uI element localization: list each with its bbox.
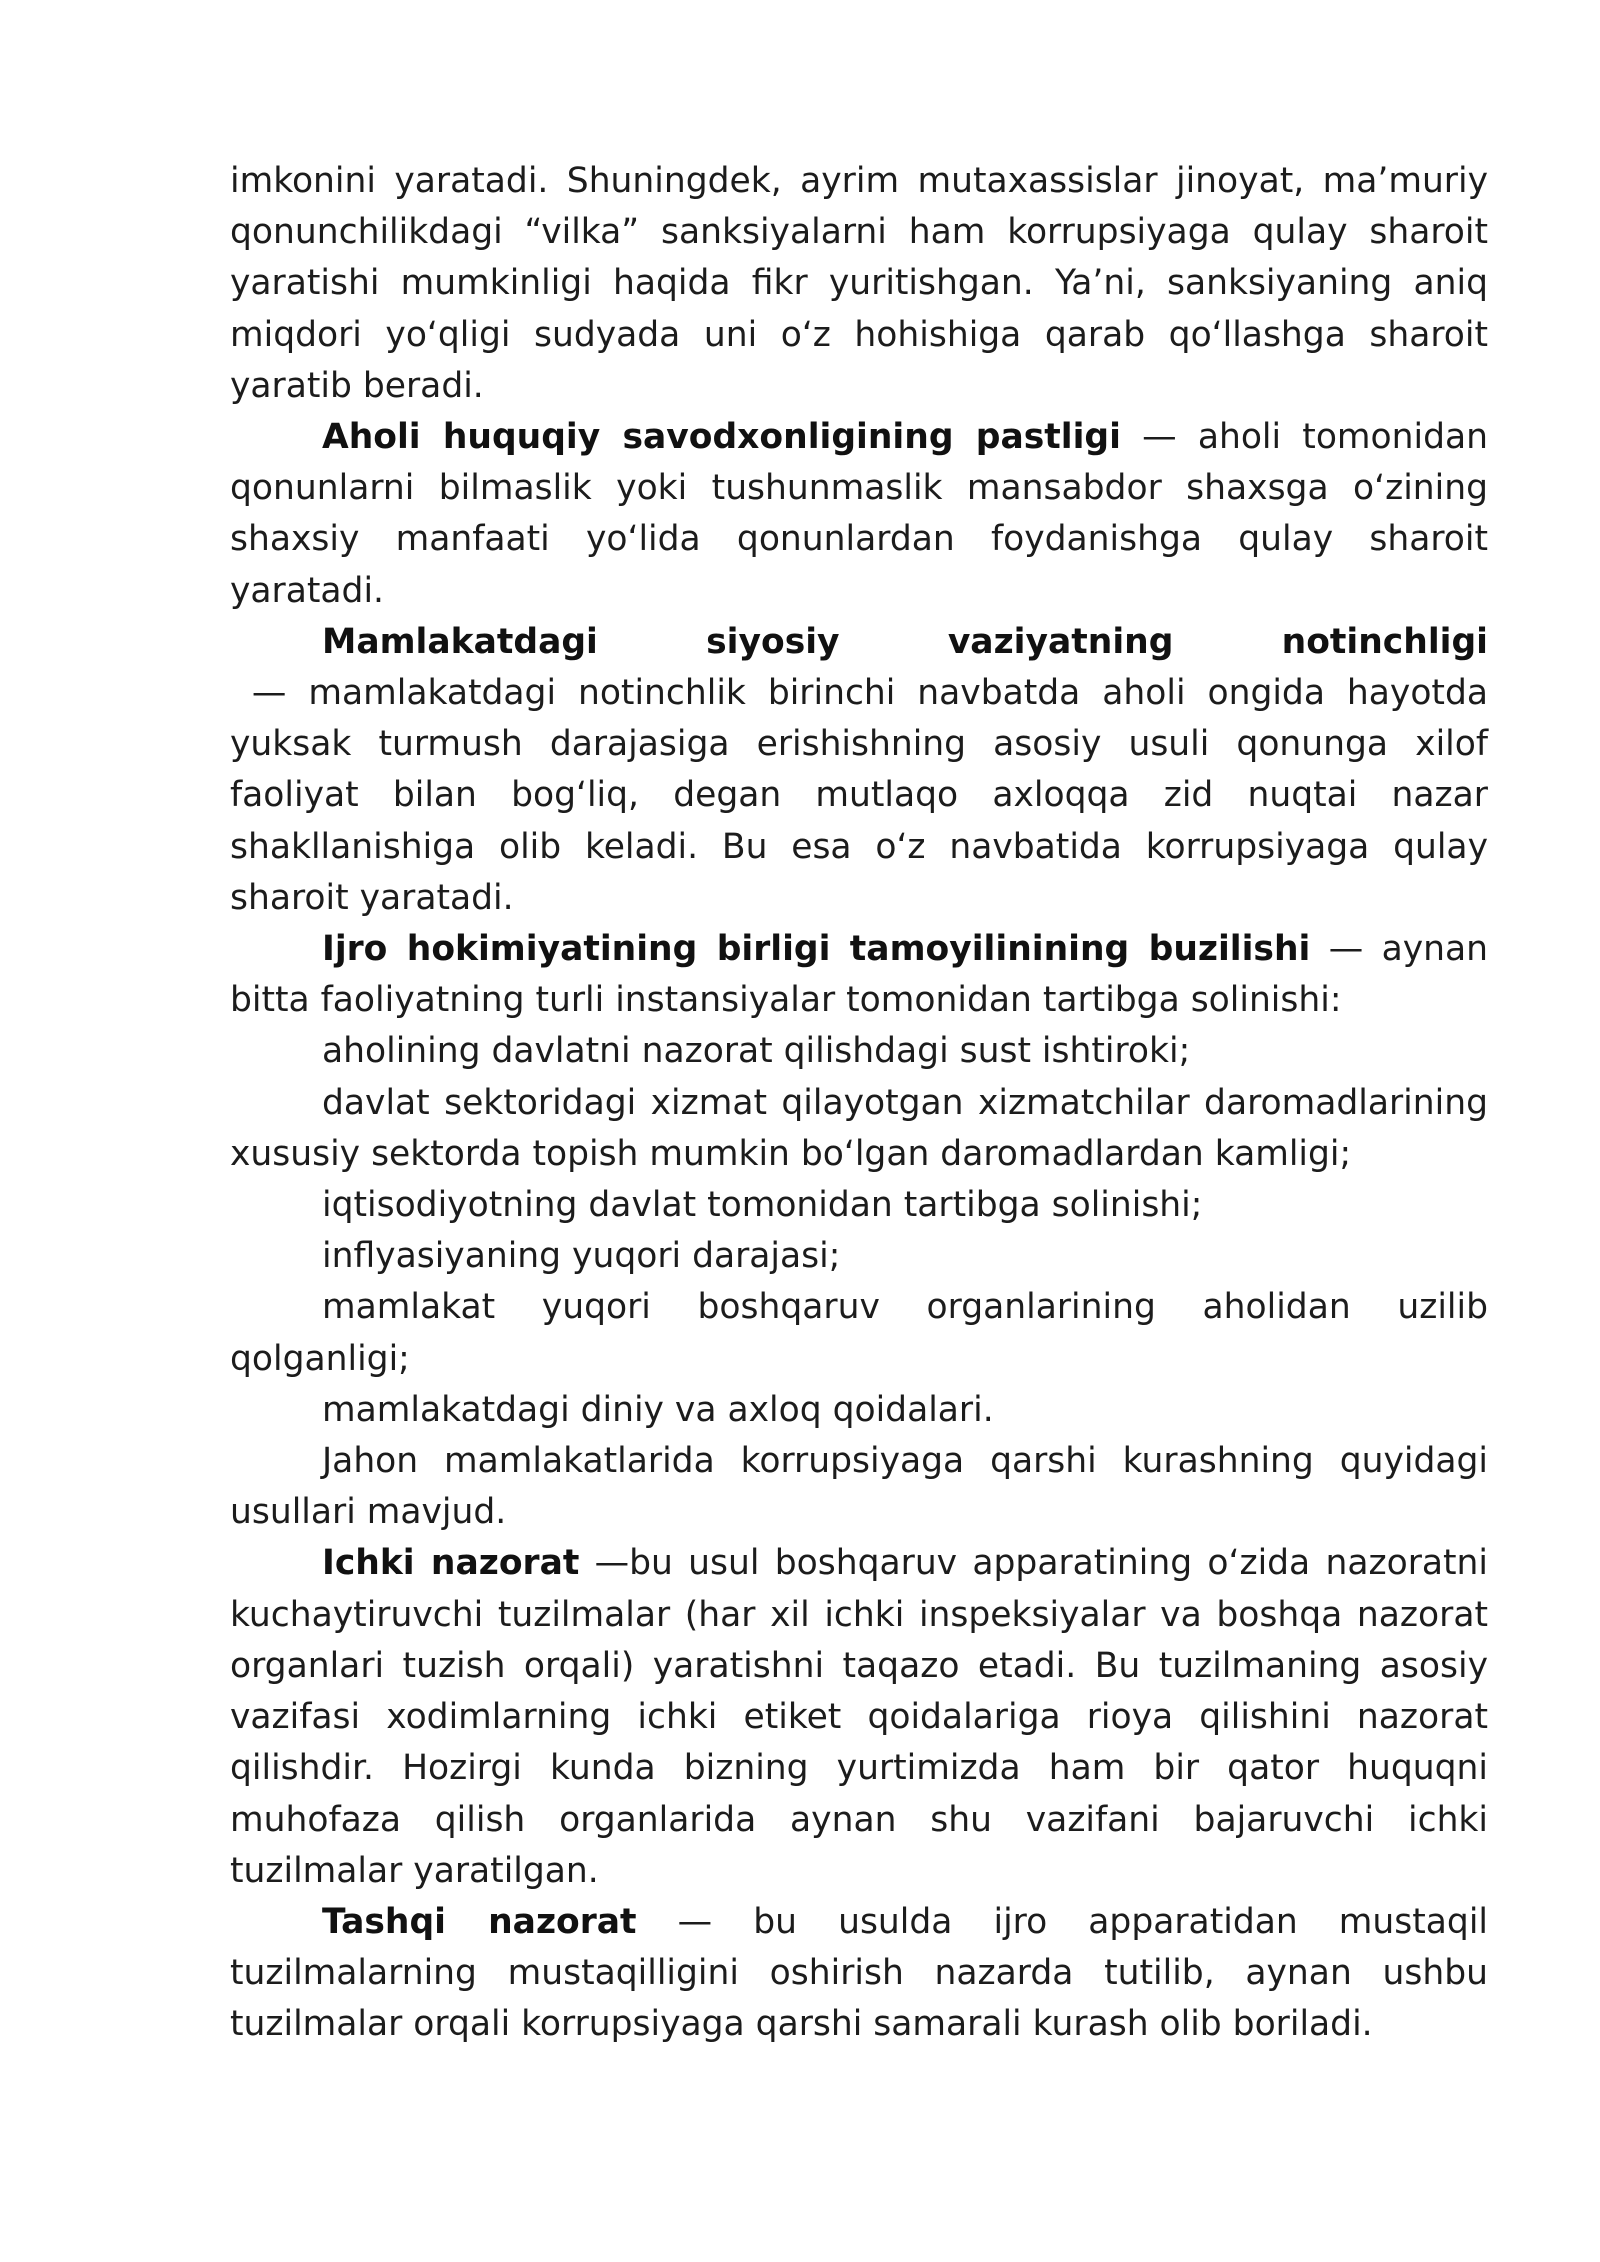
list-item — [230, 1026, 1488, 1077]
paragraph-tashqi-nazorat-text: bu usulda ijro apparatidan mustaqil tuzilmalarning mustaqilligini oshirish nazarda tutilib, aynan ushbu tuzilmalar orqali korrupsiyaga qarshi samarali kurash olib boriladi. — [230, 1901, 1488, 2045]
paragraph-1-text: imkonini yaratadi. Shuningdek, ayrim mutaxassislar jinoyat, ma’muriy qonunchilikdagi “vilka” sanksiyalarni ham korrupsiyaga qulay sharoit yaratishi mumkinligi haqida fikr yuritishgan. Ya’ni, sanksiyaning aniq miqdori yo‘qligi sudyada uni o‘z hohishiga qarab qo‘llashga sharoit yaratib beradi. — [230, 161, 1488, 406]
list-item — [230, 1282, 1488, 1384]
list-item — [230, 1231, 1488, 1282]
list-item — [230, 1078, 1488, 1180]
dash-separator: — — [230, 673, 309, 714]
dash-separator: — — [1120, 417, 1198, 458]
list-item — [230, 1385, 1488, 1436]
list-item — [230, 1180, 1488, 1231]
term-aholi-huquqiy-savodxonligi: Aholi huquqiy savodxonligining pastligi — [322, 417, 1121, 458]
dash-separator: — — [1310, 929, 1382, 970]
paragraph-siyosiy-vaziyat-text: mamlakatdagi notinchlik birinchi navbatda aholi ongida hayotda yuksak turmush darajasiga erishishning asosiy usuli qonunga xilof faoliyat bilan bog‘liq, degan mutlaqo axloqqa zid nuqtai nazar shakllanishiga olib keladi. Bu esa o‘z navbatida korrupsiyaga qulay sharoit yaratadi. — [230, 673, 1489, 918]
list-item-text: mamlakatdagi diniy va axloq qoidalari. — [322, 1389, 994, 1430]
paragraph-ichki-nazorat — [230, 1538, 1488, 1896]
term-ichki-nazorat: Ichki nazorat — [322, 1543, 580, 1584]
list-item-text: iqtisodiyotning davlat tomonidan tartibga solinishi; — [322, 1185, 1203, 1226]
dash-separator: — — [579, 1543, 630, 1584]
list-item-text: aholining davlatni nazorat qilishdagi sust ishtiroki; — [322, 1031, 1191, 1072]
list-item-text: davlat sektoridagi xizmat qilayotgan xizmatchilar daromadlarining xususiy sektorda topish mumkin bo‘lgan daromadlardan kamligi; — [230, 1082, 1488, 1174]
paragraph-ichki-nazorat-text: bu usul boshqaruv apparatining o‘zida nazoratni kuchaytiruvchi tuzilmalar (har xil ichki inspeksiyalar va boshqa nazorat organlari tuzish orqali) yaratishni taqazo etadi. Bu tuzilmaning asosiy vazifasi xodimlarning ichki etiket qoidalariga rioya qilishini nazorat qilishdir. Hozirgi kunda bizning yurtimizda ham bir qator huquqni muhofaza qilish organlarida aynan shu vazifani bajaruvchi ichki tuzilmalar yaratilgan. — [230, 1543, 1488, 1891]
paragraph-ijro-hokimiyati-text: aynan bitta faoliyatning turli instansiyalar tomonidan tartibga solinishi: — [230, 929, 1488, 1021]
paragraph-tashqi-nazorat — [230, 1897, 1488, 2051]
term-ijro-hokimiyati: Ijro hokimiyatining birligi tamoyilinining buzilishi — [322, 929, 1311, 970]
paragraph-1 — [230, 156, 1488, 412]
paragraph-siyosiy-vaziyat — [230, 617, 1488, 924]
list-item-text: mamlakat yuqori boshqaruv organlarining aholidan uzilib qolganligi; — [230, 1287, 1488, 1379]
paragraph-kurash-usullari-text: Jahon mamlakatlarida korrupsiyaga qarshi kurashning quyidagi usullari mavjud. — [230, 1441, 1488, 1533]
paragraph-ijro-hokimiyati — [230, 924, 1488, 1026]
paragraph-aholi-huquqiy-text: aholi tomonidan qonunlarni bilmaslik yoki tushunmaslik mansabdor shaxsga o‘zining shaxsiy manfaati yo‘lida qonunlardan foydanishga qulay sharoit yaratadi. — [230, 417, 1488, 611]
dash-separator: — — [636, 1901, 754, 1942]
paragraph-aholi-huquqiy — [230, 412, 1488, 617]
paragraph-kurash-usullari — [230, 1436, 1488, 1538]
list-item-text: inflyasiyaning yuqori darajasi; — [322, 1236, 841, 1277]
term-tashqi-nazorat: Tashqi nazorat — [322, 1901, 637, 1942]
document-page — [230, 156, 1488, 2051]
term-siyosiy-vaziyat: Mamlakatdagi siyosiy vaziyatning notinchligi — [322, 621, 1488, 662]
